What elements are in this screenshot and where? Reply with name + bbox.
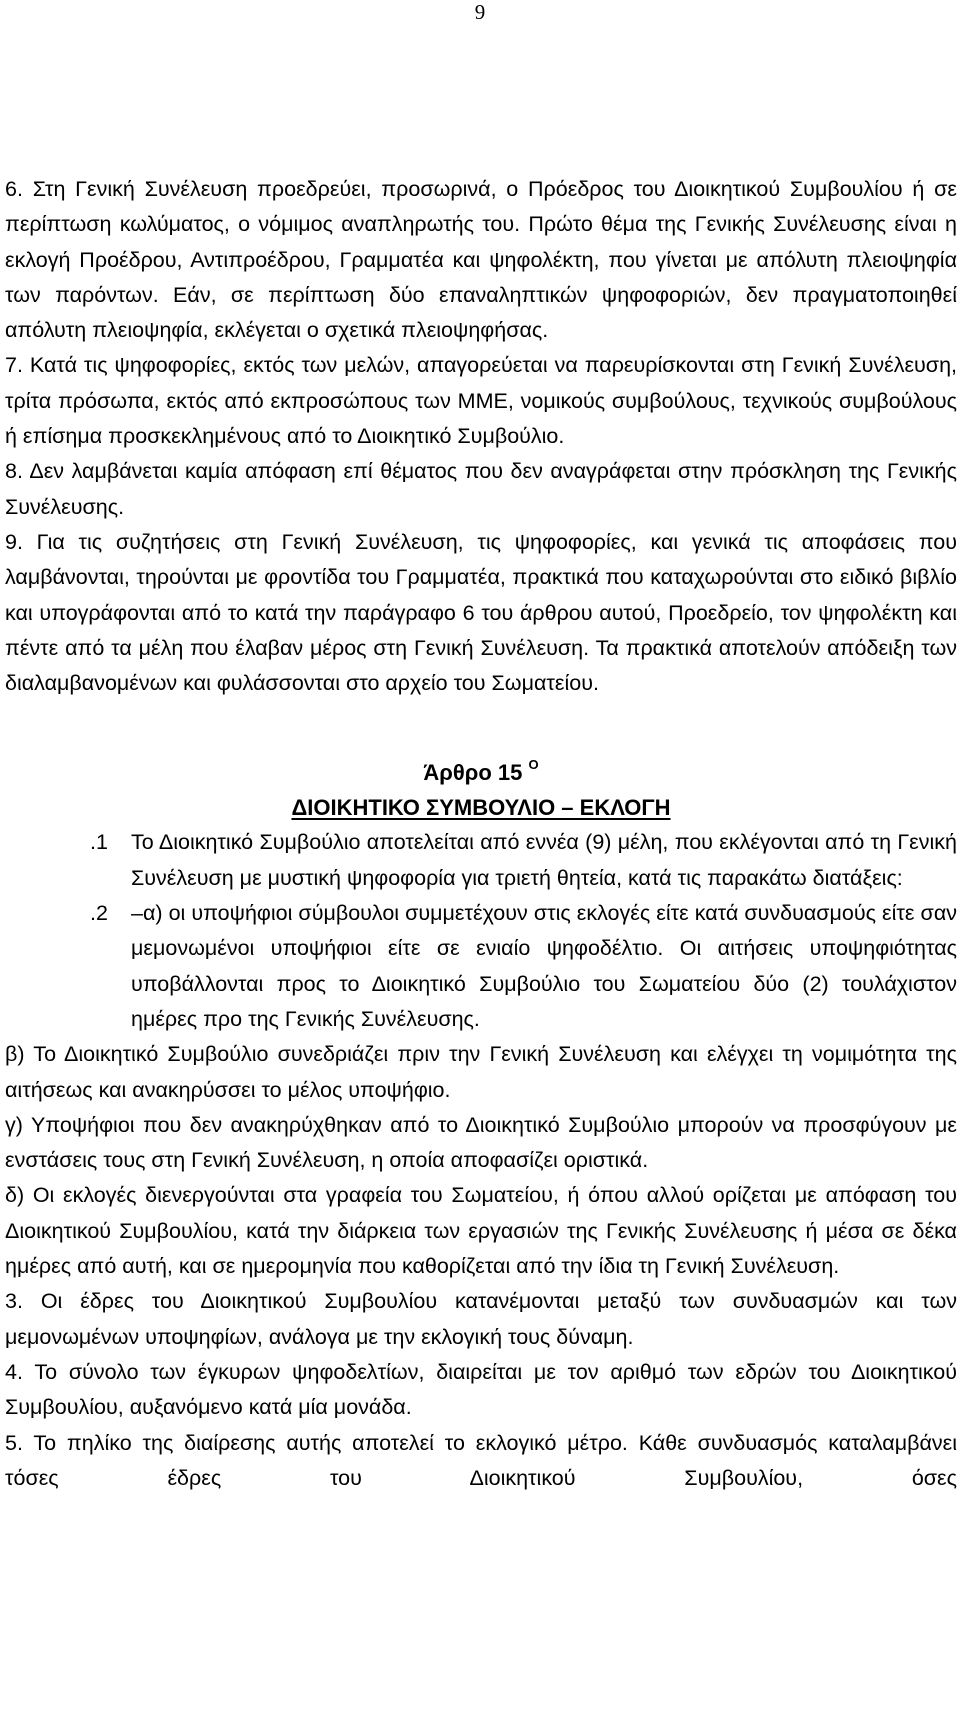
item-text-1: Το Διοικητικό Συμβούλιο αποτελείται από εννέα (9) μέλη, που εκλέγονται από τη Γενική Συνέλευση με μυστική ψηφοφορία για τριετή θητεία, κατά τις παρακάτω διατάξεις:	[131, 830, 957, 890]
paragraph-delta: δ) Οι εκλογές διενεργούνται στα γραφεία του Σωματείου, ή όπου αλλού ορίζεται με απόφαση του Διοικητικού Συμβουλίου, κατά την διάρκεια των εργασιών της Γενικής Συνέλευσης ή μέσα σε δέκα ημέρες από αυτή, και σε ημερομηνία που καθορίζεται από την ίδια τη Γενική Συνέλευση.	[5, 1183, 957, 1279]
article-subtitle: ΔΙΟΙΚΗΤΙΚΟ ΣΥΜΒΟΥΛΙΟ – ΕΚΛΟΓΗ	[291, 795, 671, 821]
paragraph-beta: β) Το Διοικητικό Συμβούλιο συνεδριάζει πριν την Γενική Συνέλευση και ελέγχει τη νομιμότητα της αιτήσεως και ανακηρύσσει το μέλος υποψήφιο.	[5, 1042, 957, 1102]
document-body	[5, 172, 957, 1496]
item-number-2: 2.	[90, 901, 108, 926]
page-number: 9	[474, 0, 486, 24]
paragraph-gamma: γ) Υποψήφιοι που δεν ανακηρύχθηκαν από το Διοικητικό Συμβούλιο μπορούν να προσφύγουν με ενστάσεις τους στη Γενική Συνέλευση, η οποία αποφασίζει οριστικά.	[5, 1112, 957, 1173]
article-title	[5, 747, 957, 790]
paragraph-3: 3. Οι έδρες του Διοικητικού Συμβουλίου κατανέμονται μεταξύ των συνδυασμών και των μεμονωμένων υποψηφίων, ανάλογα με την εκλογική τους δύναμη.	[5, 1289, 957, 1349]
article-title-text: Άρθρο 15	[423, 760, 523, 786]
item-number-1: 1.	[90, 830, 108, 855]
paragraph-5: 5. Το πηλίκο της διαίρεσης αυτής αποτελεί το εκλογικό μέτρο. Κάθε συνδυασμός καταλαμβάνει τόσες έδρες του Διοικητικού Συμβουλίου, όσες	[5, 1430, 957, 1490]
article-title-sup: Ο	[528, 757, 539, 773]
paragraph-4: 4. Το σύνολο των έγκυρων ψηφοδελτίων, διαιρείται με τον αριθμό των εδρών του Διοικητικού Συμβουλίου, αυξανόμενο κατά μία μονάδα.	[5, 1359, 957, 1420]
paragraph-7: 7. Κατά τις ψηφοφορίες, εκτός των μελών, απαγορεύεται να παρευρίσκονται στη Γενική Συνέλευση, τρίτα πρόσωπα, εκτός από εκπροσώπους των ΜΜΕ, νομικούς συμβούλους, τεχνικούς συμβούλους ή επίσημα προσκεκλημένους από το Διοικητικό Συμβούλιο.	[5, 353, 957, 449]
item-text-2: –α) οι υποψήφιοι σύμβουλοι συμμετέχουν στις εκλογές είτε κατά συνδυασμούς είτε σαν μεμονωμένοι υποψήφιοι είτε σε ενιαίο ψηφοδέλτιο. Οι αιτήσεις υποψηφιότητας υποβάλλονται προς το Διοικητικό Συμβούλιο του Σωματείου δύο (2) τουλάχιστον ημέρες προ της Γενικής Συνέλευσης.	[131, 901, 957, 1031]
paragraph-8: 8. Δεν λαμβάνεται καμία απόφαση επί θέματος που δεν αναγράφεται στην πρόσκληση της Γενικής Συνέλευσης.	[5, 459, 957, 519]
paragraph-6: 6. Στη Γενική Συνέλευση προεδρεύει, προσωρινά, ο Πρόεδρος του Διοικητικού Συμβουλίου ή σε περίπτωση κωλύματος, ο νόμιμος αναπληρωτής του. Πρώτο θέμα της Γενικής Συνέλευσης είναι η εκλογή Προέδρου, Αντιπροέδρου, Γραμματέα και ψηφολέκτη, που γίνεται με απόλυτη πλειοψηφία των παρόντων. Εάν, σε περίπτωση δύο επαναληπτικών ψηφοφοριών, δεν πραγματοποιηθεί απόλυτη πλειοψηφία, εκλέγεται ο σχετικά πλειοψηφήσας.	[5, 177, 957, 343]
numbered-item-2	[5, 896, 957, 1037]
numbered-item-1	[5, 825, 957, 896]
paragraph-9: 9. Για τις συζητήσεις στη Γενική Συνέλευση, τις ψηφοφορίες, και γενικά τις αποφάσεις που λαμβάνονται, τηρούνται με φροντίδα του Γραμματέα, πρακτικά που καταχωρούνται στο ειδικό βιβλίο και υπογράφονται από το κατά την παράγραφο 6 του άρθρου αυτού, Προεδρείο, τον ψηφολέκτη και πέντε από τα μέλη που έλαβαν μέρος στη Γενική Συνέλευση. Τα πρακτικά αποτελούν απόδειξη των διαλαμβανομένων και φυλάσσονται στο αρχείο του Σωματείου.	[5, 529, 957, 696]
